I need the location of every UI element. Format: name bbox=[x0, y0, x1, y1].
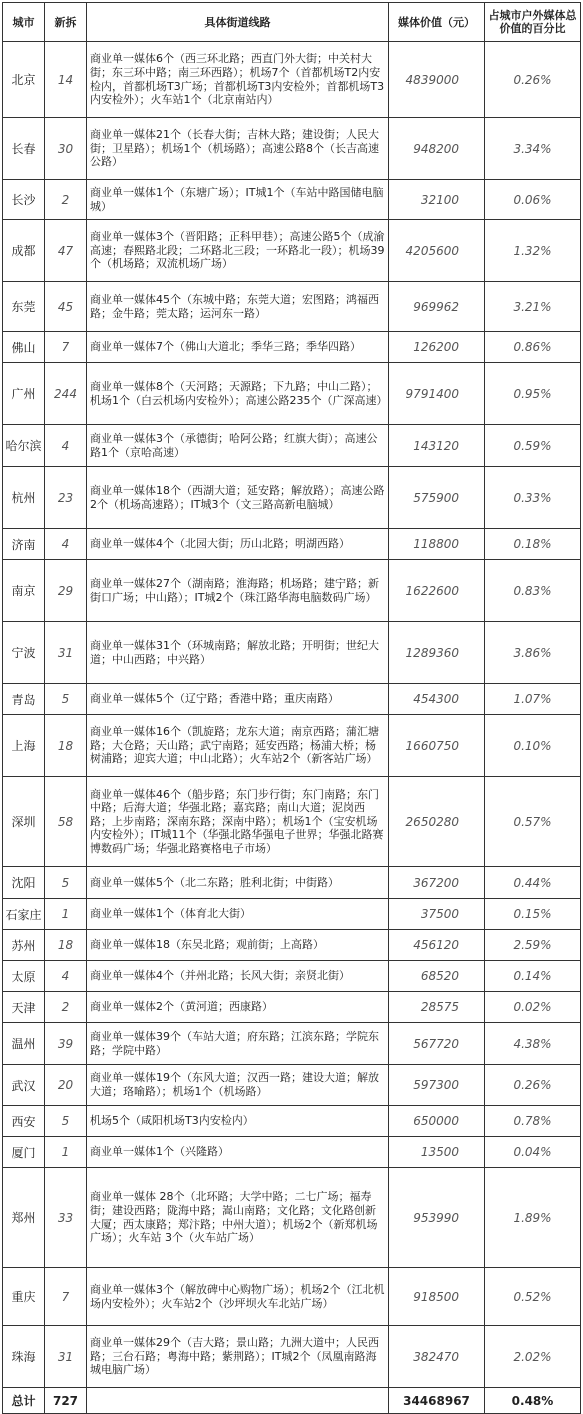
row-city: 东莞 bbox=[3, 282, 45, 332]
row-city: 佛山 bbox=[3, 332, 45, 363]
row-new-count: 29 bbox=[45, 560, 87, 622]
row-routes: 商业单一媒体 28个（北环路；大学中路；二七广场；福寿街；建设西路；陇海中路；嵩山南路；文化路；文化路创新大厦；西太康路；郑汴路；中州大道）；机场2个（新郑机场广场）；火车站 3个（火车站广场） bbox=[87, 1168, 389, 1268]
row-value: 4205600 bbox=[389, 220, 485, 282]
row-share: 1.07% bbox=[485, 684, 581, 715]
table-row bbox=[3, 867, 581, 899]
row-share: 0.52% bbox=[485, 1268, 581, 1326]
row-value: 454300 bbox=[389, 684, 485, 715]
row-value: 567720 bbox=[389, 1023, 485, 1065]
table-row bbox=[3, 684, 581, 715]
row-share: 0.59% bbox=[485, 425, 581, 467]
table-row bbox=[3, 1023, 581, 1065]
row-routes: 商业单一媒体2个（黄河道；西康路） bbox=[87, 992, 389, 1023]
row-routes: 商业单一媒体1个（体育北大街） bbox=[87, 899, 389, 930]
row-value: 32100 bbox=[389, 180, 485, 220]
table-row bbox=[3, 467, 581, 529]
row-new-count: 31 bbox=[45, 1326, 87, 1388]
row-routes: 商业单一媒体18个（西湖大道；延安路；解放路）；高速公路2个（机场高速路）；IT城3个（文三路高新电脑城） bbox=[87, 467, 389, 529]
row-value: 456120 bbox=[389, 930, 485, 961]
row-routes: 商业单一媒体3个（解放碑中心购物广场）；机场2个（江北机场内安检外）；火车站2个（沙坪坝火车北站广场） bbox=[87, 1268, 389, 1326]
row-routes: 商业单一媒体5个（北二东路；胜利北街；中街路） bbox=[87, 867, 389, 899]
table-row bbox=[3, 622, 581, 684]
row-city: 珠海 bbox=[3, 1326, 45, 1388]
row-city: 温州 bbox=[3, 1023, 45, 1065]
table-row bbox=[3, 529, 581, 560]
media-table bbox=[2, 2, 581, 1414]
row-share: 0.86% bbox=[485, 332, 581, 363]
row-new-count: 1 bbox=[45, 899, 87, 930]
table-row bbox=[3, 1326, 581, 1388]
row-value: 650000 bbox=[389, 1106, 485, 1137]
row-new-count: 18 bbox=[45, 930, 87, 961]
row-new-count: 7 bbox=[45, 332, 87, 363]
row-routes: 商业单一媒体5个（辽宁路；香港中路；重庆南路） bbox=[87, 684, 389, 715]
row-routes: 商业单一媒体4个（并州北路；长风大街；亲贤北街） bbox=[87, 961, 389, 992]
total-label: 总计 bbox=[3, 1388, 45, 1414]
row-value: 1660750 bbox=[389, 715, 485, 777]
table-row bbox=[3, 1106, 581, 1137]
row-value: 37500 bbox=[389, 899, 485, 930]
row-city: 重庆 bbox=[3, 1268, 45, 1326]
row-new-count: 2 bbox=[45, 180, 87, 220]
row-new-count: 5 bbox=[45, 867, 87, 899]
row-value: 918500 bbox=[389, 1268, 485, 1326]
table-row bbox=[3, 1168, 581, 1268]
table-row bbox=[3, 220, 581, 282]
row-new-count: 1 bbox=[45, 1137, 87, 1168]
row-routes: 商业单一媒体6个（西三环北路；西直门外大街；中关村大街；东三环中路；南三环西路）；机场7个（首都机场T2内安检内，首都机场T3广场；首都机场T3内安检外；首都机场T3内安检外）；火车站1个（北京南站内） bbox=[87, 42, 389, 118]
row-new-count: 4 bbox=[45, 529, 87, 560]
row-share: 4.38% bbox=[485, 1023, 581, 1065]
row-new-count: 30 bbox=[45, 118, 87, 180]
row-city: 广州 bbox=[3, 363, 45, 425]
row-value: 948200 bbox=[389, 118, 485, 180]
row-new-count: 47 bbox=[45, 220, 87, 282]
row-value: 597300 bbox=[389, 1065, 485, 1106]
row-share: 0.33% bbox=[485, 467, 581, 529]
table-row bbox=[3, 363, 581, 425]
table-row bbox=[3, 332, 581, 363]
row-share: 0.95% bbox=[485, 363, 581, 425]
header-share: 占城市户外媒体总价值的百分比 bbox=[485, 3, 581, 42]
table-row bbox=[3, 118, 581, 180]
row-routes: 商业单一媒体31个（环城南路；解放北路；开明街；世纪大道；中山西路；中兴路） bbox=[87, 622, 389, 684]
row-new-count: 33 bbox=[45, 1168, 87, 1268]
table-row bbox=[3, 282, 581, 332]
row-share: 3.86% bbox=[485, 622, 581, 684]
table-row bbox=[3, 180, 581, 220]
row-share: 2.59% bbox=[485, 930, 581, 961]
row-new-count: 18 bbox=[45, 715, 87, 777]
row-new-count: 7 bbox=[45, 1268, 87, 1326]
row-city: 长沙 bbox=[3, 180, 45, 220]
row-routes: 机场5个（咸阳机场T3内安检内） bbox=[87, 1106, 389, 1137]
row-new-count: 5 bbox=[45, 684, 87, 715]
row-new-count: 39 bbox=[45, 1023, 87, 1065]
row-share: 0.04% bbox=[485, 1137, 581, 1168]
row-value: 575900 bbox=[389, 467, 485, 529]
total-value: 34468967 bbox=[389, 1388, 485, 1414]
row-share: 1.89% bbox=[485, 1168, 581, 1268]
row-share: 0.10% bbox=[485, 715, 581, 777]
row-share: 2.02% bbox=[485, 1326, 581, 1388]
row-city: 成都 bbox=[3, 220, 45, 282]
row-routes: 商业单一媒体4个（北园大街；历山北路；明湖西路） bbox=[87, 529, 389, 560]
row-value: 1622600 bbox=[389, 560, 485, 622]
row-city: 沈阳 bbox=[3, 867, 45, 899]
row-new-count: 45 bbox=[45, 282, 87, 332]
row-city: 厦门 bbox=[3, 1137, 45, 1168]
row-city: 南京 bbox=[3, 560, 45, 622]
table-row bbox=[3, 715, 581, 777]
row-share: 0.02% bbox=[485, 992, 581, 1023]
table-row bbox=[3, 1137, 581, 1168]
row-share: 0.06% bbox=[485, 180, 581, 220]
row-value: 4839000 bbox=[389, 42, 485, 118]
row-city: 长春 bbox=[3, 118, 45, 180]
row-new-count: 4 bbox=[45, 425, 87, 467]
row-routes: 商业单一媒体8个（天河路；天源路；下九路；中山二路）；机场1个（白云机场内安检外）；高速公路235个（广深高速） bbox=[87, 363, 389, 425]
row-city: 上海 bbox=[3, 715, 45, 777]
row-routes: 商业单一媒体1个（东塘广场）；IT城1个（车站中路国储电脑城） bbox=[87, 180, 389, 220]
row-new-count: 2 bbox=[45, 992, 87, 1023]
row-routes: 商业单一媒体45个（东城中路；东莞大道；宏图路；鸿福西路；金牛路；莞太路；运河东一路） bbox=[87, 282, 389, 332]
row-city: 西安 bbox=[3, 1106, 45, 1137]
row-city: 太原 bbox=[3, 961, 45, 992]
row-city: 济南 bbox=[3, 529, 45, 560]
table-row bbox=[3, 560, 581, 622]
table-row bbox=[3, 1065, 581, 1106]
row-city: 天津 bbox=[3, 992, 45, 1023]
header-city: 城市 bbox=[3, 3, 45, 42]
row-value: 9791400 bbox=[389, 363, 485, 425]
row-routes: 商业单一媒体3个（承德街；哈阿公路；红旗大街）；高速公路1个（京哈高速） bbox=[87, 425, 389, 467]
row-routes: 商业单一媒体19个（东风大道；汉西一路；建设大道；解放大道；珞喻路）；机场1个（机场路） bbox=[87, 1065, 389, 1106]
row-value: 126200 bbox=[389, 332, 485, 363]
header-row bbox=[3, 3, 581, 42]
row-new-count: 14 bbox=[45, 42, 87, 118]
row-new-count: 20 bbox=[45, 1065, 87, 1106]
table-row bbox=[3, 930, 581, 961]
row-city: 武汉 bbox=[3, 1065, 45, 1106]
row-city: 郑州 bbox=[3, 1168, 45, 1268]
row-value: 13500 bbox=[389, 1137, 485, 1168]
row-share: 0.44% bbox=[485, 867, 581, 899]
row-value: 143120 bbox=[389, 425, 485, 467]
row-routes: 商业单一媒体3个（晋阳路；正科甲巷）；高速公路5个（成渝高速；春熙路北段；二环路北三段；一环路北一段）；机场39个（机场路；双流机场广场） bbox=[87, 220, 389, 282]
total-share: 0.48% bbox=[485, 1388, 581, 1414]
header-new-count: 新拆 bbox=[45, 3, 87, 42]
header-routes: 具体街道线路 bbox=[87, 3, 389, 42]
row-share: 0.18% bbox=[485, 529, 581, 560]
table-body bbox=[3, 42, 581, 1388]
row-share: 3.34% bbox=[485, 118, 581, 180]
row-value: 953990 bbox=[389, 1168, 485, 1268]
total-count: 727 bbox=[45, 1388, 87, 1414]
row-value: 118800 bbox=[389, 529, 485, 560]
row-city: 北京 bbox=[3, 42, 45, 118]
row-city: 宁波 bbox=[3, 622, 45, 684]
row-city: 青岛 bbox=[3, 684, 45, 715]
row-share: 1.32% bbox=[485, 220, 581, 282]
row-value: 969962 bbox=[389, 282, 485, 332]
row-routes: 商业单一媒体1个（兴隆路） bbox=[87, 1137, 389, 1168]
row-share: 0.26% bbox=[485, 1065, 581, 1106]
row-value: 28575 bbox=[389, 992, 485, 1023]
table-row bbox=[3, 1268, 581, 1326]
row-new-count: 5 bbox=[45, 1106, 87, 1137]
row-new-count: 58 bbox=[45, 777, 87, 867]
row-share: 3.21% bbox=[485, 282, 581, 332]
table-row bbox=[3, 777, 581, 867]
table-row bbox=[3, 42, 581, 118]
row-share: 0.78% bbox=[485, 1106, 581, 1137]
row-value: 367200 bbox=[389, 867, 485, 899]
row-new-count: 31 bbox=[45, 622, 87, 684]
row-value: 2650280 bbox=[389, 777, 485, 867]
row-routes: 商业单一媒体27个（湖南路；淮海路；机场路；建宁路；新街口广场；中山路）；IT城2个（珠江路华海电脑数码广场） bbox=[87, 560, 389, 622]
table-row bbox=[3, 899, 581, 930]
row-value: 1289360 bbox=[389, 622, 485, 684]
table-row bbox=[3, 425, 581, 467]
row-value: 382470 bbox=[389, 1326, 485, 1388]
row-new-count: 244 bbox=[45, 363, 87, 425]
table-row bbox=[3, 961, 581, 992]
row-city: 石家庄 bbox=[3, 899, 45, 930]
row-routes: 商业单一媒体7个（佛山大道北；季华三路；季华四路） bbox=[87, 332, 389, 363]
row-share: 0.57% bbox=[485, 777, 581, 867]
row-city: 深圳 bbox=[3, 777, 45, 867]
row-value: 68520 bbox=[389, 961, 485, 992]
row-routes: 商业单一媒体29个（吉大路；景山路；九洲大道中；人民西路；三台石路；粤海中路；紫荆路）；IT城2个（凤凰南路海城电脑广场） bbox=[87, 1326, 389, 1388]
row-city: 哈尔滨 bbox=[3, 425, 45, 467]
row-share: 0.26% bbox=[485, 42, 581, 118]
row-routes: 商业单一媒体39个（车站大道；府东路；江滨东路；学院东路；学院中路） bbox=[87, 1023, 389, 1065]
row-routes: 商业单一媒体18（东吴北路；观前街；上高路） bbox=[87, 930, 389, 961]
row-share: 0.14% bbox=[485, 961, 581, 992]
row-city: 杭州 bbox=[3, 467, 45, 529]
table-row bbox=[3, 992, 581, 1023]
row-routes: 商业单一媒体21个（长春大街；吉林大路；建设街；人民大街；卫星路）；机场1个（机场路）；高速公路8个（长吉高速公路） bbox=[87, 118, 389, 180]
row-routes: 商业单一媒体46个（船步路；东门步行街；东门南路；东门中路；后海大道；华强北路；嘉宾路；南山大道；泥岗西路；上步南路；深南东路；深南中路）；机场1个（宝安机场内安检外）；IT城11个（华强北路华强电子世界；华强北路赛博数码广场；华强北路赛格电子市场） bbox=[87, 777, 389, 867]
row-share: 0.15% bbox=[485, 899, 581, 930]
row-new-count: 4 bbox=[45, 961, 87, 992]
row-new-count: 23 bbox=[45, 467, 87, 529]
row-routes: 商业单一媒体16个（凯旋路；龙东大道；南京西路；蒲汇塘路；大仓路；天山路；武宁南路；延安西路；杨浦大桥；杨树浦路；迎宾大道；中山北路）；火车站2个（新客站广场） bbox=[87, 715, 389, 777]
row-share: 0.83% bbox=[485, 560, 581, 622]
row-city: 苏州 bbox=[3, 930, 45, 961]
header-value: 媒体价值（元） bbox=[389, 3, 485, 42]
